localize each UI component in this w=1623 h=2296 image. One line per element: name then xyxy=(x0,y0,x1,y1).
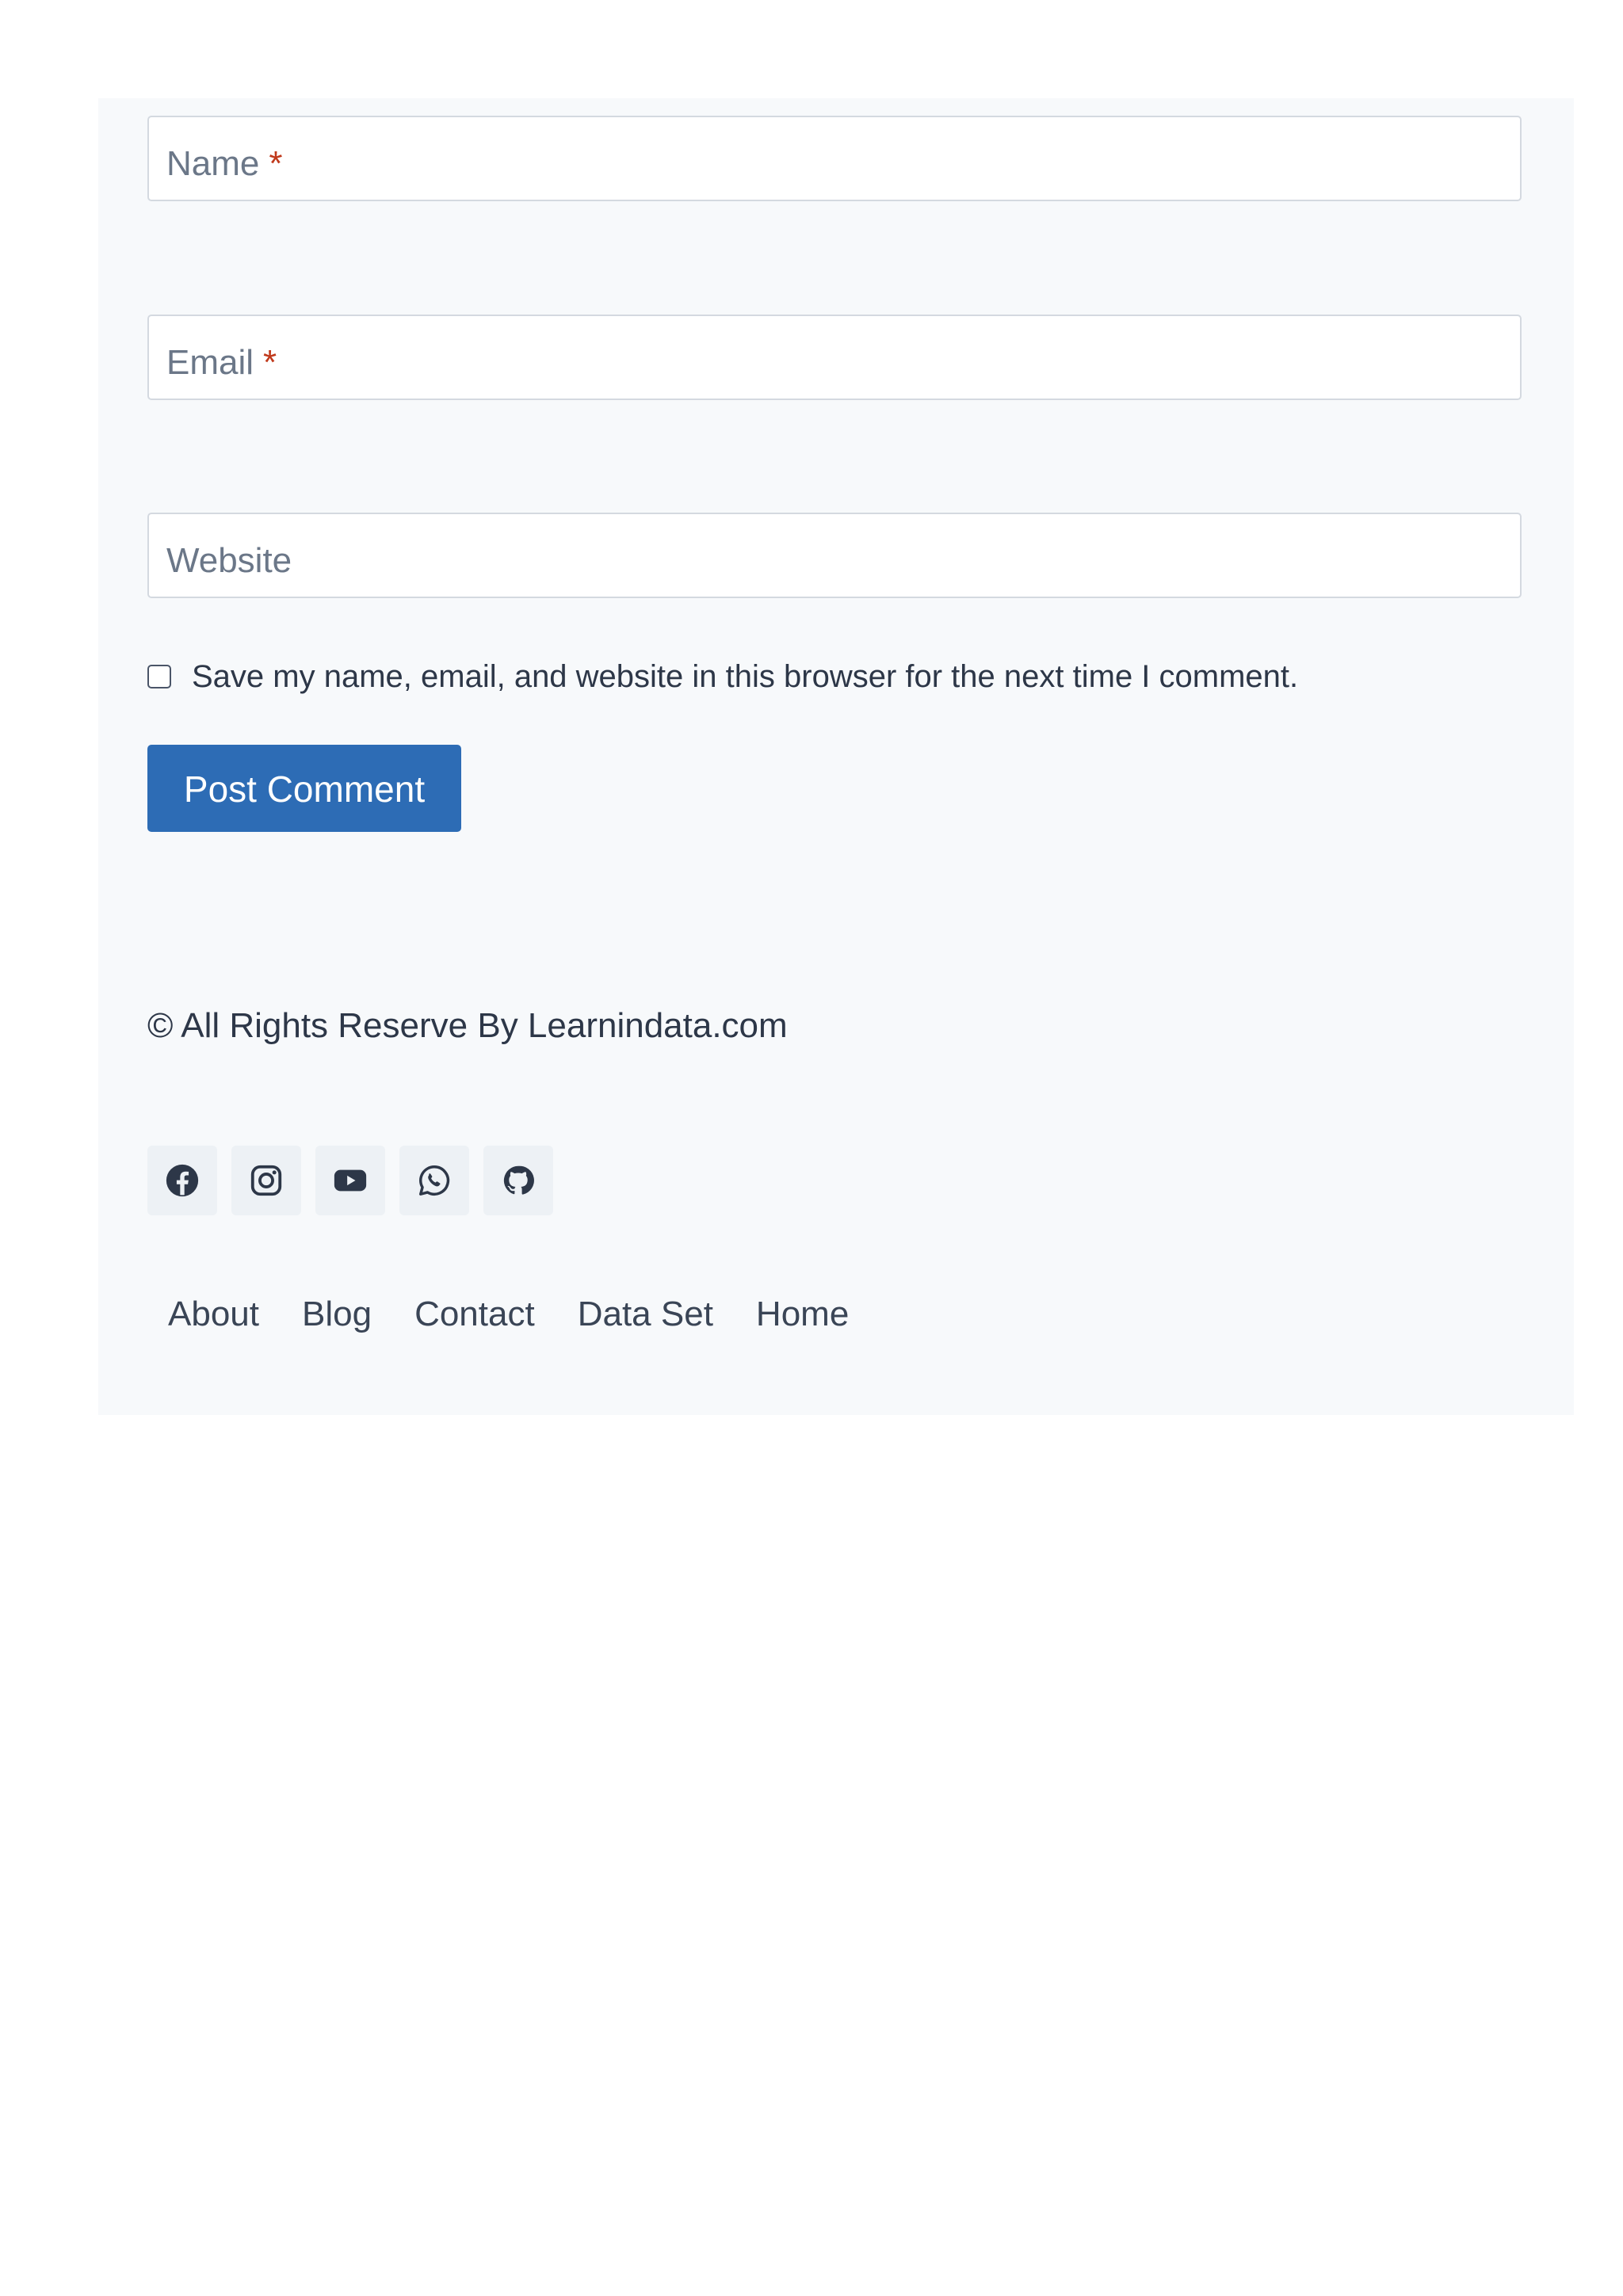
save-info-label[interactable]: Save my name, email, and website in this browser for the next time I comment. xyxy=(192,658,1299,694)
footer-nav-home[interactable]: Home xyxy=(755,1295,850,1333)
email-field[interactable] xyxy=(147,315,1522,400)
facebook-icon xyxy=(164,1162,200,1199)
youtube-icon xyxy=(332,1162,369,1199)
whatsapp-link[interactable] xyxy=(399,1146,469,1215)
required-marker: * xyxy=(263,343,277,382)
instagram-link[interactable] xyxy=(231,1146,301,1215)
footer-nav-blog[interactable]: Blog xyxy=(301,1295,372,1333)
name-placeholder-text: Name xyxy=(166,144,260,183)
name-field[interactable] xyxy=(147,116,1522,201)
social-links xyxy=(147,1146,553,1215)
footer-nav-data-set[interactable]: Data Set xyxy=(577,1295,713,1333)
github-icon xyxy=(500,1162,537,1199)
footer-nav-about[interactable]: About xyxy=(168,1295,259,1333)
post-comment-button[interactable]: Post Comment xyxy=(147,745,461,832)
name-placeholder xyxy=(166,117,283,200)
footer-nav xyxy=(168,1287,849,1342)
email-placeholder-text: Email xyxy=(166,343,254,382)
save-info-consent xyxy=(147,653,1298,700)
facebook-link[interactable] xyxy=(147,1146,217,1215)
comment-form-panel xyxy=(98,98,1574,1415)
github-link[interactable] xyxy=(483,1146,553,1215)
footer-nav-contact[interactable]: Contact xyxy=(414,1295,535,1333)
email-placeholder xyxy=(166,316,277,399)
save-info-checkbox[interactable] xyxy=(147,665,171,688)
website-field[interactable] xyxy=(147,513,1522,598)
whatsapp-icon xyxy=(416,1162,453,1199)
copyright-text: © All Rights Reserve By Learnindata.com xyxy=(147,1006,788,1045)
instagram-icon xyxy=(248,1162,285,1199)
required-marker: * xyxy=(269,144,283,183)
youtube-link[interactable] xyxy=(315,1146,385,1215)
website-placeholder: Website xyxy=(166,541,292,580)
